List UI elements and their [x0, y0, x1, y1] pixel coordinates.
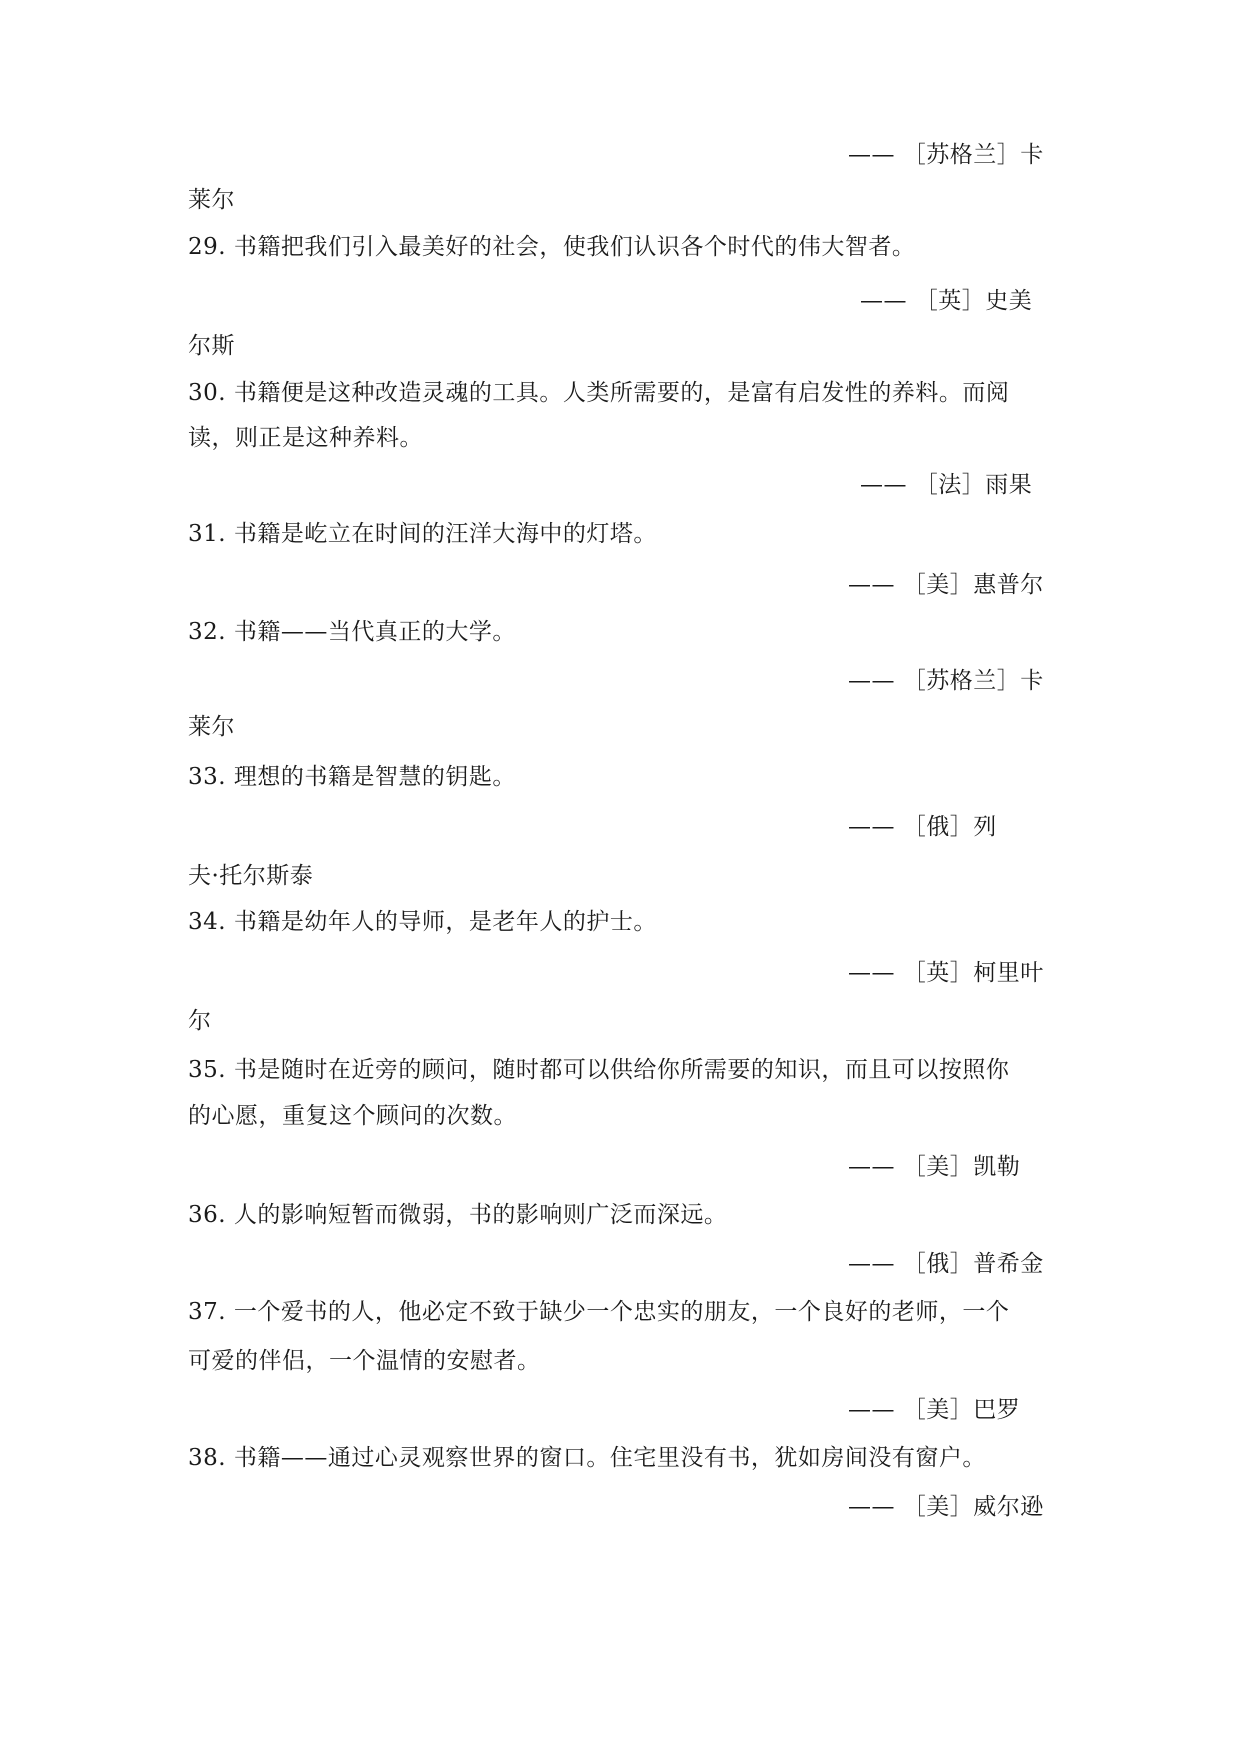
attribution-smiles: —— ［英］史美 — [860, 288, 1033, 314]
quote-29: 29. 书籍把我们引入最美好的社会，使我们认识各个时代的伟大智者。 — [188, 234, 916, 260]
attribution-tolstoy: —— ［俄］列 — [848, 814, 997, 840]
quote-33: 33. 理想的书籍是智慧的钥匙。 — [188, 764, 516, 790]
quote-30-line-2: 读，则正是这种养料。 — [188, 425, 423, 451]
quote-34: 34. 书籍是幼年人的导师，是老年人的护士。 — [188, 909, 657, 935]
attribution-smiles-cont: 尔斯 — [188, 333, 235, 359]
quote-35-line-2: 的心愿，重复这个顾问的次数。 — [188, 1103, 517, 1129]
quote-30-line-1: 30. 书籍便是这种改造灵魂的工具。人类所需要的，是富有启发性的养料。而阅 — [188, 380, 1010, 406]
quote-31: 31. 书籍是屹立在时间的汪洋大海中的灯塔。 — [188, 521, 657, 547]
quote-35-line-1: 35. 书是随时在近旁的顾问，随时都可以供给你所需要的知识，而且可以按照你 — [188, 1057, 1010, 1083]
attribution-carlyle-1-cont: 莱尔 — [188, 187, 235, 213]
attribution-carlyle-2: —— ［苏格兰］卡 — [848, 668, 1044, 694]
attribution-carlyle-1: —— ［苏格兰］卡 — [848, 142, 1044, 168]
attribution-hugo: —— ［法］雨果 — [860, 472, 1033, 498]
attribution-carlyle-2-cont: 莱尔 — [188, 714, 235, 740]
quote-37-line-2: 可爱的伴侣，一个温情的安慰者。 — [188, 1348, 541, 1374]
attribution-tolstoy-cont: 夫·托尔斯泰 — [188, 863, 314, 889]
attribution-collier: —— ［英］柯里叶 — [848, 960, 1044, 986]
quote-38: 38. 书籍——通过心灵观察世界的窗口。住宅里没有书，犹如房间没有窗户。 — [188, 1445, 986, 1471]
attribution-collier-cont: 尔 — [188, 1008, 212, 1034]
attribution-whipple: —— ［美］惠普尔 — [848, 572, 1044, 598]
quote-37-line-1: 37. 一个爱书的人，他必定不致于缺少一个忠实的朋友，一个良好的老师，一个 — [188, 1299, 1010, 1325]
attribution-keller: —— ［美］凯勒 — [848, 1154, 1021, 1180]
attribution-pushkin: —— ［俄］普希金 — [848, 1251, 1044, 1277]
attribution-barrow: —— ［美］巴罗 — [848, 1397, 1021, 1423]
quote-36: 36. 人的影响短暂而微弱，书的影响则广泛而深远。 — [188, 1202, 728, 1228]
quote-32: 32. 书籍——当代真正的大学。 — [188, 619, 516, 645]
attribution-wilson: —— ［美］威尔逊 — [848, 1494, 1044, 1520]
